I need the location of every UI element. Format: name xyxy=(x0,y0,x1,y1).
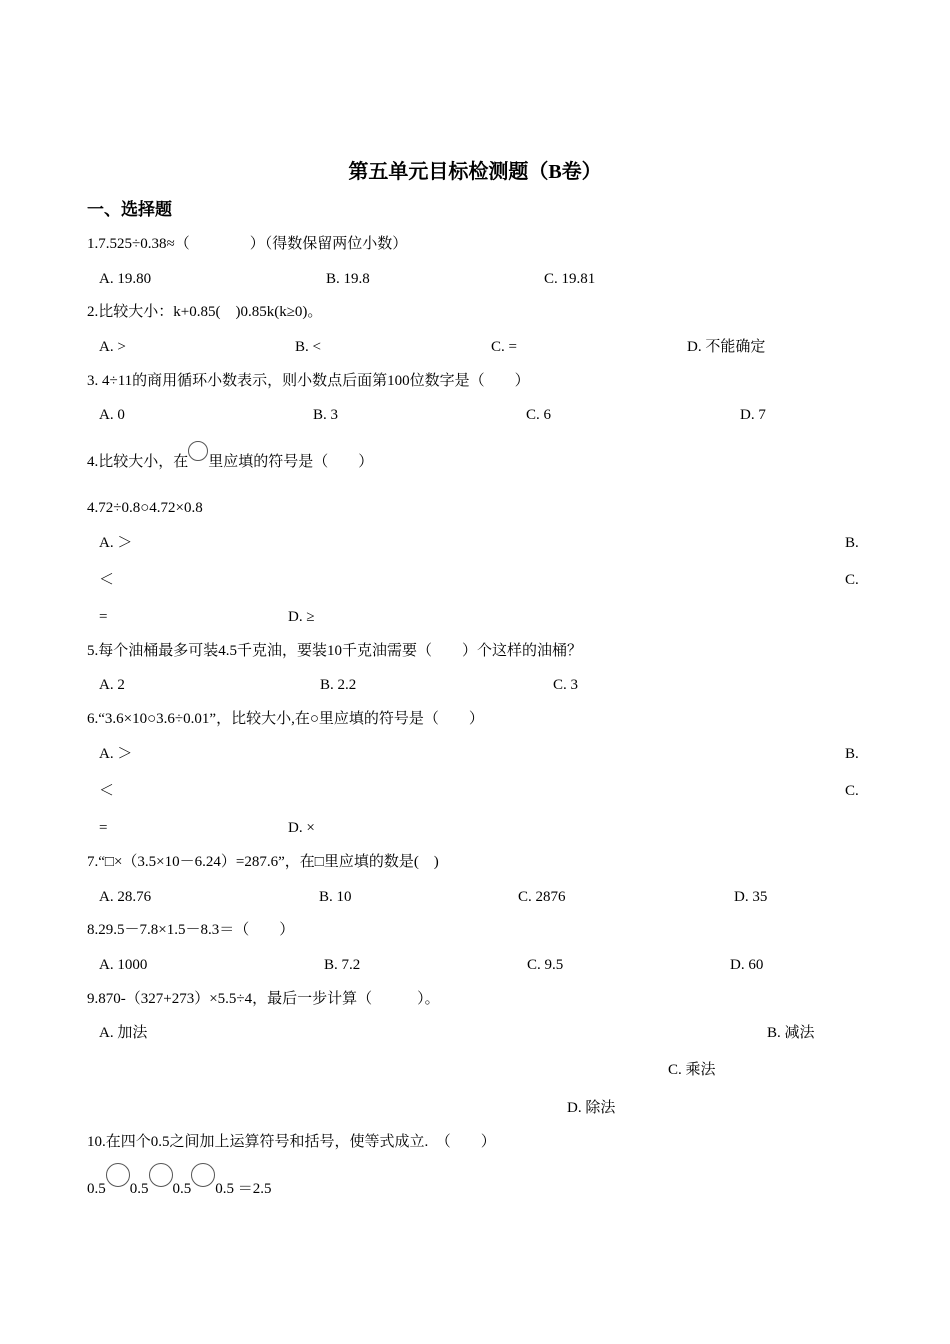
option-6-b-value: ＜ xyxy=(99,783,115,799)
option-5-b: B. 2.2 xyxy=(320,677,357,693)
question-10-expression xyxy=(87,1180,272,1198)
option-1-a: A. 19.80 xyxy=(99,271,152,287)
option-3-b: B. 3 xyxy=(313,407,339,423)
circle-blank-icon xyxy=(149,1163,173,1187)
option-3-d: D. 7 xyxy=(740,407,766,423)
option-2-b: B. < xyxy=(295,339,321,355)
question-9: 9.870-（327+273）×5.5÷4，最后一步计算（ ）。 xyxy=(87,991,440,1007)
option-9-a: A. 加法 xyxy=(99,1025,148,1041)
question-10: 10.在四个0.5之间加上运算符号和括号，使等式成立. （ ） xyxy=(87,1134,496,1150)
option-8-b: B. 7.2 xyxy=(324,957,361,973)
option-4-a: A. ＞ xyxy=(99,535,133,551)
option-4-c: C. xyxy=(845,572,859,588)
option-2-c: C. = xyxy=(491,339,517,355)
option-8-c: C. 9.5 xyxy=(527,957,564,973)
option-6-d: D. × xyxy=(288,820,315,836)
question-7: 7.“□×（3.5×10－6.24）=287.6”，在□里应填的数是( ) xyxy=(87,854,439,870)
circle-blank-icon xyxy=(188,441,208,461)
option-9-d: D. 除法 xyxy=(567,1100,616,1116)
question-4-text-a: 4.比较大小，在 xyxy=(87,454,189,470)
expr-term-3: 0.5 xyxy=(172,1181,192,1197)
option-4-d: D. ≥ xyxy=(288,609,315,625)
question-6: 6.“3.6×10○3.6÷0.01”，比较大小,在○里应填的符号是（ ） xyxy=(87,711,484,727)
expr-term-2: 0.5 xyxy=(129,1181,149,1197)
option-6-b: B. xyxy=(845,746,859,762)
question-2: 2.比较大小：k+0.85( )0.85k(k≥0)。 xyxy=(87,304,323,320)
option-6-a: A. ＞ xyxy=(99,746,133,762)
option-5-c: C. 3 xyxy=(553,677,579,693)
option-2-d: D. 不能确定 xyxy=(687,339,766,355)
option-6-c-value: = xyxy=(99,820,108,836)
option-7-d: D. 35 xyxy=(734,889,768,905)
option-3-c: C. 6 xyxy=(526,407,552,423)
question-4-text-b: 里应填的符号是（ ） xyxy=(208,454,374,470)
option-1-c: C. 19.81 xyxy=(544,271,596,287)
question-4 xyxy=(87,453,373,471)
option-4-b: B. xyxy=(845,535,859,551)
option-9-b: B. 减法 xyxy=(767,1025,815,1041)
question-5: 5.每个油桶最多可装4.5千克油，要装10千克油需要（ ）个这样的油桶？ xyxy=(87,643,583,659)
option-4-c-value: = xyxy=(99,609,108,625)
option-7-a: A. 28.76 xyxy=(99,889,152,905)
question-1: 1.7.525÷0.38≈（ ）（得数保留两位小数） xyxy=(87,236,408,252)
option-7-b: B. 10 xyxy=(319,889,352,905)
option-8-a: A. 1000 xyxy=(99,957,148,973)
circle-blank-icon xyxy=(191,1163,215,1187)
option-4-b-value: ＜ xyxy=(99,572,115,588)
expr-term-4: 0.5 ＝2.5 xyxy=(215,1181,272,1197)
question-8: 8.29.5－7.8×1.5－8.3＝（ ） xyxy=(87,922,295,938)
option-2-a: A. > xyxy=(99,339,126,355)
circle-blank-icon xyxy=(106,1163,130,1187)
option-1-b: B. 19.8 xyxy=(326,271,370,287)
question-3: 3. 4÷11的商用循环小数表示，则小数点后面第100位数字是（ ） xyxy=(87,373,530,389)
option-6-c: C. xyxy=(845,783,859,799)
option-5-a: A. 2 xyxy=(99,677,125,693)
question-4-expression: 4.72÷0.8○4.72×0.8 xyxy=(87,500,203,516)
option-9-c: C. 乘法 xyxy=(668,1062,716,1078)
option-7-c: C. 2876 xyxy=(518,889,566,905)
option-3-a: A. 0 xyxy=(99,407,125,423)
page-title: 第五单元目标检测题（B卷） xyxy=(348,161,602,183)
option-8-d: D. 60 xyxy=(730,957,764,973)
section-heading: 一、选择题 xyxy=(87,200,172,219)
expr-term-1: 0.5 xyxy=(87,1181,106,1197)
